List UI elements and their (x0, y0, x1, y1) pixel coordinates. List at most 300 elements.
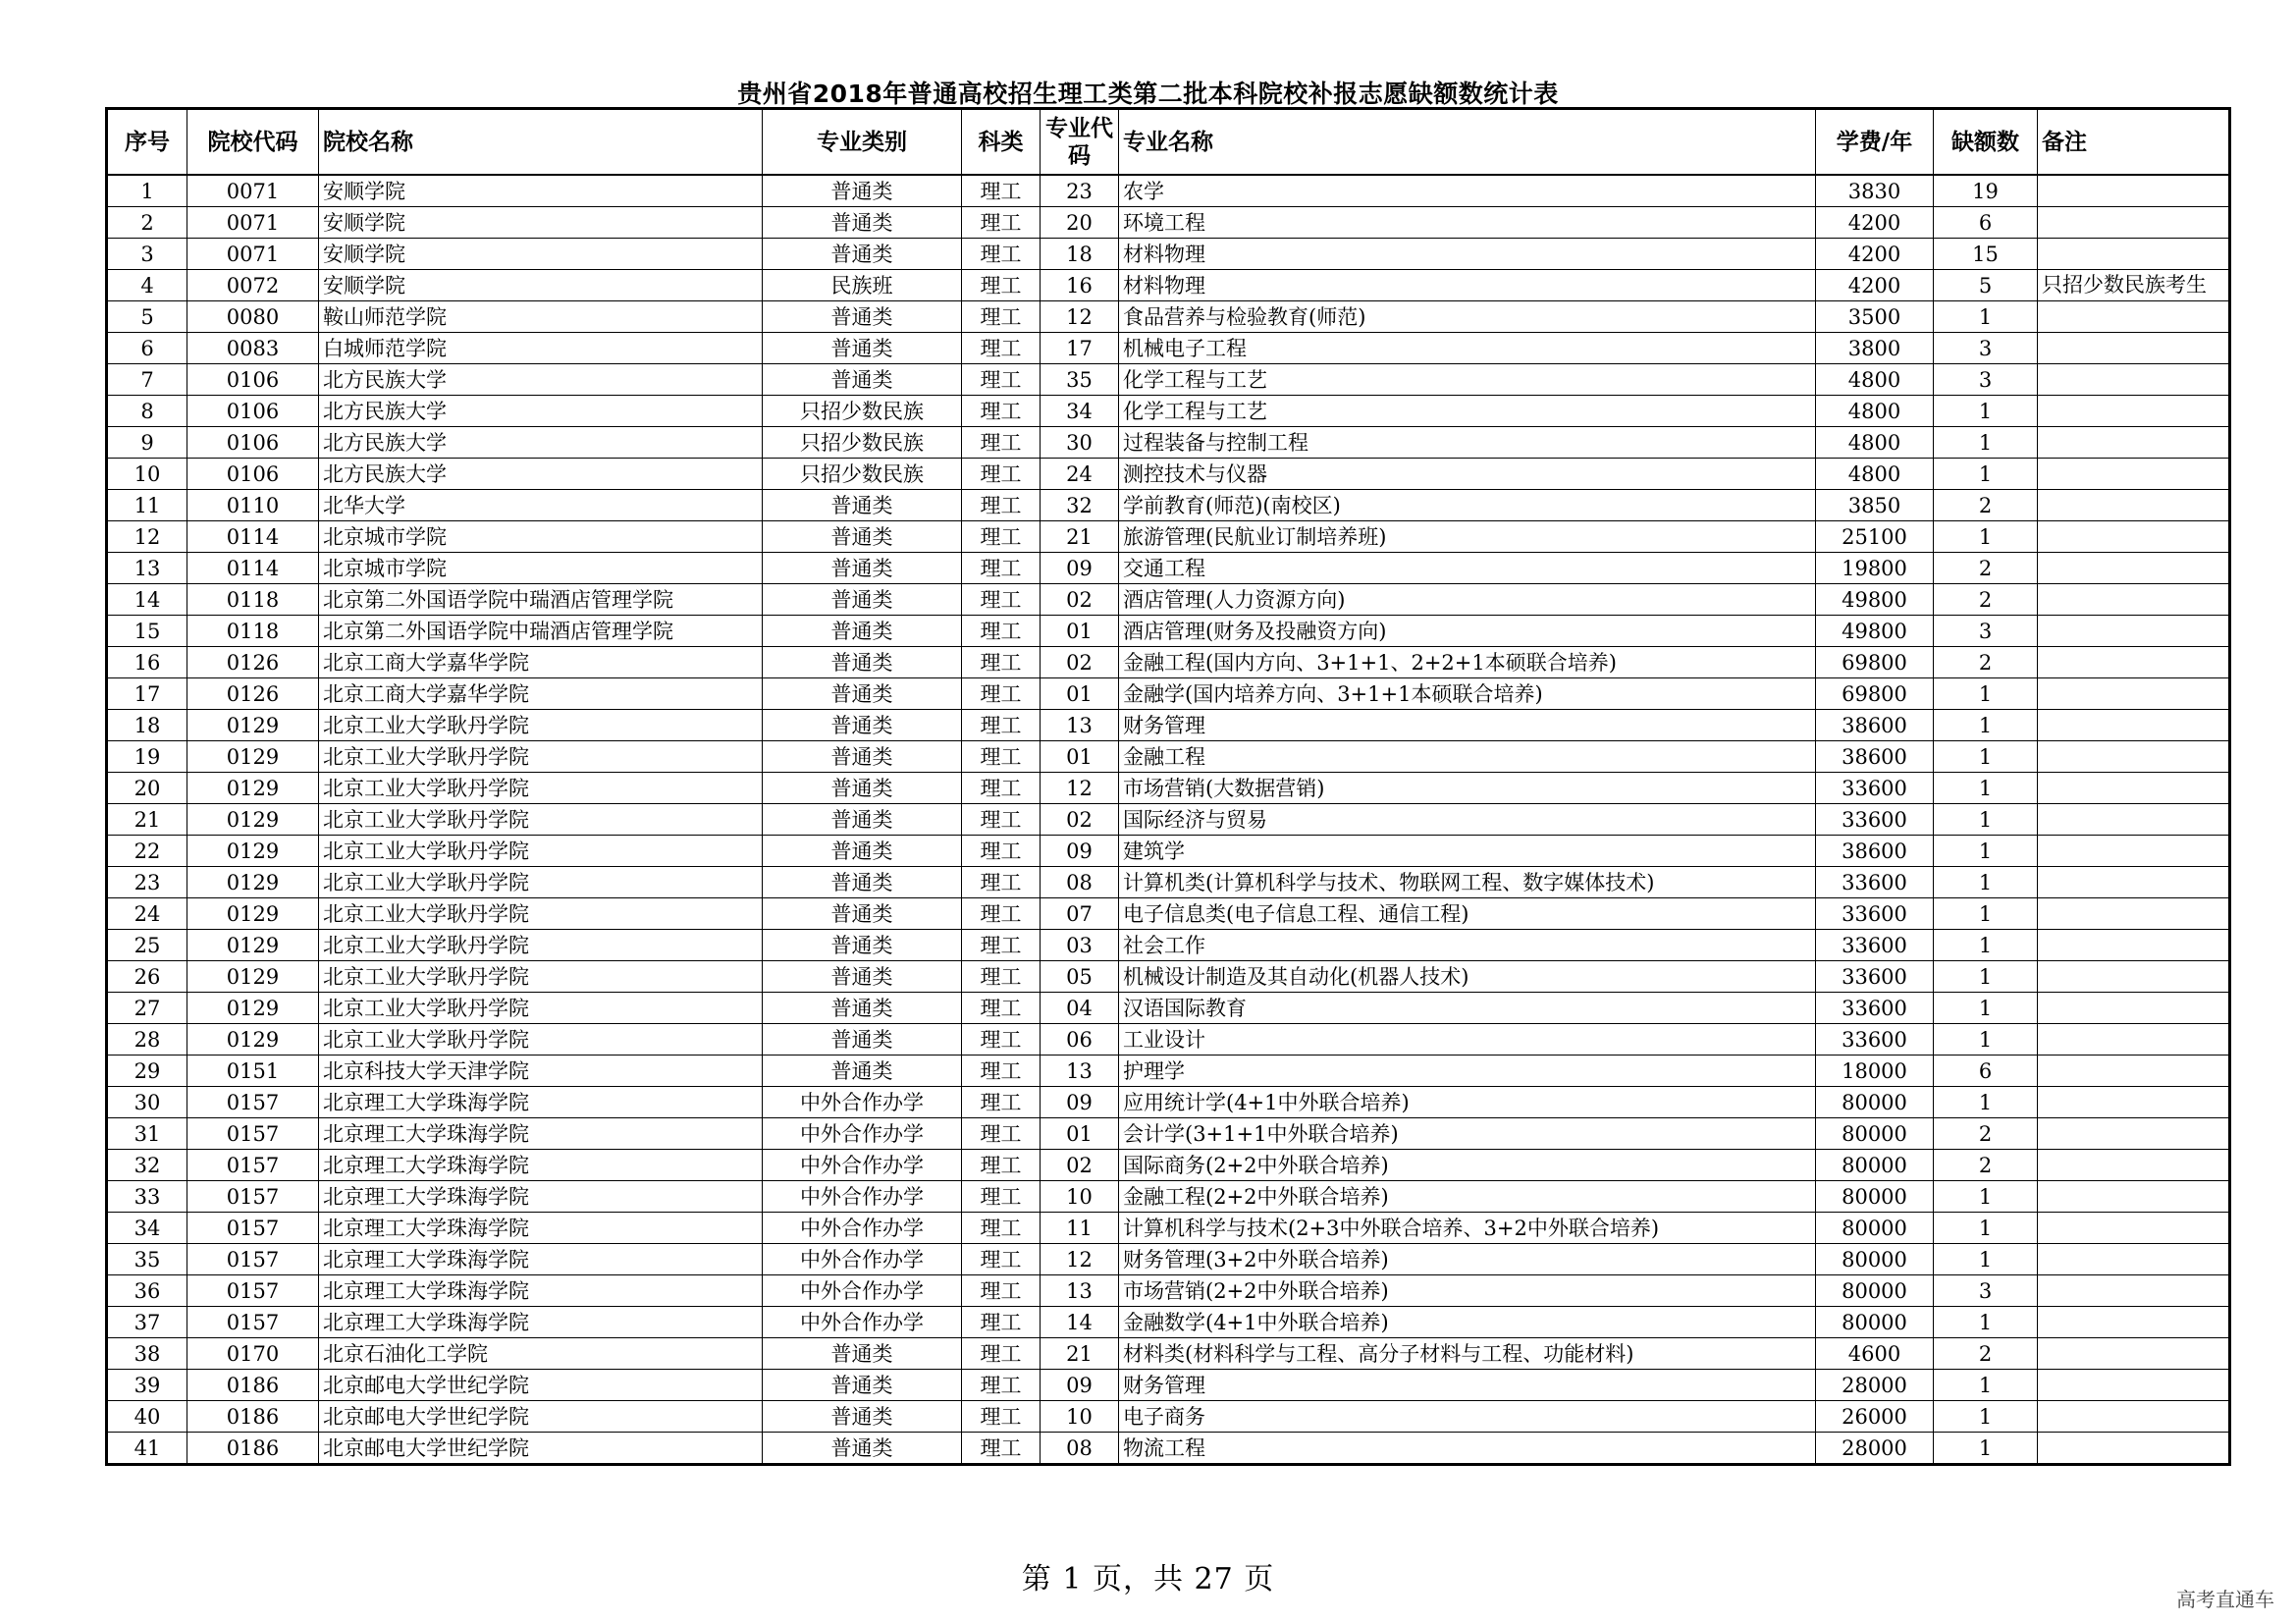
cell-category: 普通类 (763, 584, 962, 616)
cell-seq: 10 (107, 459, 187, 490)
cell-major-code: 01 (1041, 616, 1119, 647)
table-row (107, 521, 2230, 553)
cell-fee: 4800 (1816, 396, 1934, 427)
cell-fee: 4800 (1816, 427, 1934, 459)
cell-name: 北京工业大学耿丹学院 (319, 773, 763, 804)
cell-major-code: 08 (1041, 1433, 1119, 1465)
table-row (107, 1370, 2230, 1401)
cell-fee: 33600 (1816, 773, 1934, 804)
cell-major-name: 酒店管理(财务及投融资方向) (1119, 616, 1816, 647)
cell-code: 0071 (187, 175, 319, 207)
header-seq: 序号 (107, 109, 187, 176)
cell-code: 0118 (187, 616, 319, 647)
cell-subject: 理工 (962, 490, 1041, 521)
cell-seq: 13 (107, 553, 187, 584)
cell-vacancy: 1 (1934, 1213, 2038, 1244)
cell-vacancy: 1 (1934, 993, 2038, 1024)
cell-name: 北京工业大学耿丹学院 (319, 961, 763, 993)
cell-code: 0129 (187, 836, 319, 867)
cell-name: 安顺学院 (319, 175, 763, 207)
table-row (107, 396, 2230, 427)
cell-category: 普通类 (763, 364, 962, 396)
cell-vacancy: 6 (1934, 207, 2038, 239)
table-row (107, 867, 2230, 898)
table-row (107, 616, 2230, 647)
table-row (107, 898, 2230, 930)
table-row (107, 1307, 2230, 1338)
cell-code: 0106 (187, 459, 319, 490)
cell-major-code: 05 (1041, 961, 1119, 993)
cell-note (2038, 773, 2230, 804)
table-row (107, 207, 2230, 239)
cell-vacancy: 1 (1934, 1181, 2038, 1213)
cell-vacancy: 1 (1934, 521, 2038, 553)
table-row (107, 773, 2230, 804)
cell-major-name: 财务管理 (1119, 710, 1816, 741)
cell-vacancy: 15 (1934, 239, 2038, 270)
cell-fee: 4200 (1816, 239, 1934, 270)
cell-name: 北京理工大学珠海学院 (319, 1244, 763, 1275)
cell-vacancy: 1 (1934, 678, 2038, 710)
cell-subject: 理工 (962, 804, 1041, 836)
cell-fee: 49800 (1816, 584, 1934, 616)
cell-major-name: 过程装备与控制工程 (1119, 427, 1816, 459)
cell-major-code: 16 (1041, 270, 1119, 301)
cell-code: 0080 (187, 301, 319, 333)
cell-note (2038, 364, 2230, 396)
cell-code: 0129 (187, 804, 319, 836)
cell-vacancy: 3 (1934, 1275, 2038, 1307)
cell-major-code: 07 (1041, 898, 1119, 930)
cell-category: 普通类 (763, 1370, 962, 1401)
cell-fee: 18000 (1816, 1056, 1934, 1087)
cell-note (2038, 1150, 2230, 1181)
cell-subject: 理工 (962, 521, 1041, 553)
cell-seq: 26 (107, 961, 187, 993)
cell-vacancy: 19 (1934, 175, 2038, 207)
cell-subject: 理工 (962, 678, 1041, 710)
cell-fee: 4200 (1816, 207, 1934, 239)
header-fee: 学费/年 (1816, 109, 1934, 176)
cell-code: 0186 (187, 1401, 319, 1433)
cell-major-name: 机械电子工程 (1119, 333, 1816, 364)
cell-major-code: 17 (1041, 333, 1119, 364)
cell-code: 0157 (187, 1275, 319, 1307)
cell-major-name: 建筑学 (1119, 836, 1816, 867)
cell-seq: 14 (107, 584, 187, 616)
cell-major-name: 工业设计 (1119, 1024, 1816, 1056)
cell-fee: 80000 (1816, 1181, 1934, 1213)
cell-name: 北京城市学院 (319, 553, 763, 584)
cell-name: 安顺学院 (319, 207, 763, 239)
cell-major-name: 旅游管理(民航业订制培养班) (1119, 521, 1816, 553)
cell-major-code: 13 (1041, 1056, 1119, 1087)
table-row (107, 993, 2230, 1024)
cell-seq: 25 (107, 930, 187, 961)
cell-category: 普通类 (763, 175, 962, 207)
cell-fee: 80000 (1816, 1150, 1934, 1181)
cell-name: 北京理工大学珠海学院 (319, 1307, 763, 1338)
cell-seq: 6 (107, 333, 187, 364)
table-row (107, 1433, 2230, 1465)
cell-fee: 25100 (1816, 521, 1934, 553)
header-subject: 科类 (962, 109, 1041, 176)
cell-seq: 33 (107, 1181, 187, 1213)
cell-major-code: 09 (1041, 1087, 1119, 1118)
cell-name: 北京城市学院 (319, 521, 763, 553)
cell-seq: 41 (107, 1433, 187, 1465)
cell-note (2038, 678, 2230, 710)
cell-subject: 理工 (962, 898, 1041, 930)
cell-major-name: 物流工程 (1119, 1433, 1816, 1465)
header-name: 院校名称 (319, 109, 763, 176)
cell-major-code: 01 (1041, 741, 1119, 773)
cell-name: 北京工业大学耿丹学院 (319, 710, 763, 741)
cell-fee: 49800 (1816, 616, 1934, 647)
cell-vacancy: 1 (1934, 867, 2038, 898)
cell-subject: 理工 (962, 333, 1041, 364)
table-row (107, 961, 2230, 993)
cell-fee: 4600 (1816, 1338, 1934, 1370)
cell-category: 普通类 (763, 647, 962, 678)
cell-code: 0106 (187, 427, 319, 459)
cell-name: 北京石油化工学院 (319, 1338, 763, 1370)
table-row (107, 1181, 2230, 1213)
cell-name: 北方民族大学 (319, 427, 763, 459)
cell-major-code: 20 (1041, 207, 1119, 239)
cell-major-name: 市场营销(大数据营销) (1119, 773, 1816, 804)
cell-note (2038, 1401, 2230, 1433)
cell-category: 中外合作办学 (763, 1307, 962, 1338)
cell-major-code: 09 (1041, 1370, 1119, 1401)
cell-subject: 理工 (962, 270, 1041, 301)
cell-note (2038, 804, 2230, 836)
cell-note (2038, 741, 2230, 773)
cell-major-name: 化学工程与工艺 (1119, 396, 1816, 427)
cell-seq: 24 (107, 898, 187, 930)
cell-major-name: 社会工作 (1119, 930, 1816, 961)
cell-seq: 23 (107, 867, 187, 898)
cell-note (2038, 1338, 2230, 1370)
cell-subject: 理工 (962, 836, 1041, 867)
cell-fee: 19800 (1816, 553, 1934, 584)
table-row (107, 678, 2230, 710)
cell-category: 普通类 (763, 898, 962, 930)
cell-category: 普通类 (763, 301, 962, 333)
header-major-name: 专业名称 (1119, 109, 1816, 176)
cell-seq: 39 (107, 1370, 187, 1401)
cell-major-name: 化学工程与工艺 (1119, 364, 1816, 396)
cell-fee: 33600 (1816, 930, 1934, 961)
cell-note (2038, 1244, 2230, 1275)
cell-vacancy: 1 (1934, 459, 2038, 490)
cell-code: 0157 (187, 1150, 319, 1181)
cell-name: 北京理工大学珠海学院 (319, 1118, 763, 1150)
cell-vacancy: 1 (1934, 1024, 2038, 1056)
cell-major-name: 金融数学(4+1中外联合培养) (1119, 1307, 1816, 1338)
cell-major-name: 农学 (1119, 175, 1816, 207)
table-row (107, 1213, 2230, 1244)
cell-fee: 28000 (1816, 1433, 1934, 1465)
cell-major-code: 03 (1041, 930, 1119, 961)
cell-name: 北方民族大学 (319, 459, 763, 490)
cell-category: 普通类 (763, 1024, 962, 1056)
cell-fee: 4200 (1816, 270, 1934, 301)
cell-note (2038, 836, 2230, 867)
table-row (107, 333, 2230, 364)
cell-code: 0151 (187, 1056, 319, 1087)
vacancy-table (105, 107, 2231, 1466)
table-row (107, 1244, 2230, 1275)
cell-vacancy: 1 (1934, 427, 2038, 459)
cell-major-name: 计算机类(计算机科学与技术、物联网工程、数字媒体技术) (1119, 867, 1816, 898)
table-row (107, 1338, 2230, 1370)
cell-code: 0114 (187, 553, 319, 584)
cell-subject: 理工 (962, 364, 1041, 396)
cell-note (2038, 898, 2230, 930)
cell-name: 北京邮电大学世纪学院 (319, 1433, 763, 1465)
header-note: 备注 (2038, 109, 2230, 176)
cell-fee: 33600 (1816, 867, 1934, 898)
cell-vacancy: 1 (1934, 710, 2038, 741)
cell-code: 0157 (187, 1244, 319, 1275)
cell-code: 0071 (187, 239, 319, 270)
cell-vacancy: 1 (1934, 773, 2038, 804)
cell-subject: 理工 (962, 993, 1041, 1024)
cell-major-name: 国际商务(2+2中外联合培养) (1119, 1150, 1816, 1181)
cell-major-code: 01 (1041, 1118, 1119, 1150)
cell-vacancy: 1 (1934, 1370, 2038, 1401)
cell-fee: 3830 (1816, 175, 1934, 207)
cell-name: 北京工商大学嘉华学院 (319, 647, 763, 678)
cell-category: 普通类 (763, 710, 962, 741)
table-row (107, 1401, 2230, 1433)
cell-note (2038, 616, 2230, 647)
cell-subject: 理工 (962, 1433, 1041, 1465)
cell-subject: 理工 (962, 710, 1041, 741)
cell-code: 0114 (187, 521, 319, 553)
cell-note (2038, 1181, 2230, 1213)
cell-note (2038, 239, 2230, 270)
cell-vacancy: 1 (1934, 836, 2038, 867)
cell-vacancy: 1 (1934, 961, 2038, 993)
cell-name: 北京工业大学耿丹学院 (319, 1024, 763, 1056)
cell-seq: 15 (107, 616, 187, 647)
cell-subject: 理工 (962, 1024, 1041, 1056)
cell-seq: 29 (107, 1056, 187, 1087)
cell-major-name: 金融工程 (1119, 741, 1816, 773)
cell-seq: 3 (107, 239, 187, 270)
cell-category: 普通类 (763, 1401, 962, 1433)
table-row (107, 1275, 2230, 1307)
cell-subject: 理工 (962, 584, 1041, 616)
cell-seq: 8 (107, 396, 187, 427)
cell-subject: 理工 (962, 1275, 1041, 1307)
page-title: 贵州省2018年普通高校招生理工类第二批本科院校补报志愿缺额数统计表 (737, 80, 1559, 108)
cell-note (2038, 1307, 2230, 1338)
cell-vacancy: 3 (1934, 364, 2038, 396)
cell-seq: 38 (107, 1338, 187, 1370)
cell-fee: 80000 (1816, 1275, 1934, 1307)
cell-seq: 5 (107, 301, 187, 333)
cell-category: 普通类 (763, 333, 962, 364)
cell-major-name: 交通工程 (1119, 553, 1816, 584)
cell-note (2038, 333, 2230, 364)
cell-major-code: 21 (1041, 521, 1119, 553)
cell-major-code: 04 (1041, 993, 1119, 1024)
cell-major-code: 32 (1041, 490, 1119, 521)
cell-subject: 理工 (962, 553, 1041, 584)
cell-code: 0157 (187, 1118, 319, 1150)
table-row (107, 930, 2230, 961)
cell-seq: 1 (107, 175, 187, 207)
cell-seq: 18 (107, 710, 187, 741)
cell-note (2038, 301, 2230, 333)
cell-major-name: 金融工程(国内方向、3+1+1、2+2+1本硕联合培养) (1119, 647, 1816, 678)
cell-note (2038, 553, 2230, 584)
cell-note (2038, 1433, 2230, 1465)
cell-fee: 80000 (1816, 1244, 1934, 1275)
cell-subject: 理工 (962, 1307, 1041, 1338)
cell-code: 0186 (187, 1370, 319, 1401)
cell-major-name: 机械设计制造及其自动化(机器人技术) (1119, 961, 1816, 993)
table-row (107, 804, 2230, 836)
cell-name: 北华大学 (319, 490, 763, 521)
cell-vacancy: 2 (1934, 584, 2038, 616)
cell-fee: 3800 (1816, 333, 1934, 364)
cell-seq: 32 (107, 1150, 187, 1181)
cell-subject: 理工 (962, 741, 1041, 773)
cell-note (2038, 490, 2230, 521)
cell-fee: 80000 (1816, 1087, 1934, 1118)
table-row (107, 1087, 2230, 1118)
cell-seq: 17 (107, 678, 187, 710)
cell-seq: 9 (107, 427, 187, 459)
cell-major-code: 23 (1041, 175, 1119, 207)
cell-note (2038, 584, 2230, 616)
cell-code: 0126 (187, 678, 319, 710)
cell-code: 0106 (187, 364, 319, 396)
cell-code: 0129 (187, 1024, 319, 1056)
table-row (107, 741, 2230, 773)
cell-note (2038, 1370, 2230, 1401)
cell-category: 普通类 (763, 741, 962, 773)
cell-seq: 2 (107, 207, 187, 239)
cell-name: 安顺学院 (319, 239, 763, 270)
cell-major-code: 09 (1041, 836, 1119, 867)
cell-vacancy: 1 (1934, 1433, 2038, 1465)
cell-name: 安顺学院 (319, 270, 763, 301)
cell-category: 普通类 (763, 490, 962, 521)
cell-note (2038, 867, 2230, 898)
cell-note (2038, 1213, 2230, 1244)
cell-note (2038, 930, 2230, 961)
cell-category: 普通类 (763, 1433, 962, 1465)
cell-fee: 80000 (1816, 1307, 1934, 1338)
table-row (107, 1150, 2230, 1181)
cell-major-name: 国际经济与贸易 (1119, 804, 1816, 836)
cell-major-name: 电子商务 (1119, 1401, 1816, 1433)
cell-note (2038, 521, 2230, 553)
cell-seq: 22 (107, 836, 187, 867)
cell-code: 0083 (187, 333, 319, 364)
cell-category: 中外合作办学 (763, 1118, 962, 1150)
cell-category: 普通类 (763, 930, 962, 961)
cell-fee: 80000 (1816, 1213, 1934, 1244)
cell-vacancy: 2 (1934, 1118, 2038, 1150)
cell-major-name: 金融学(国内培养方向、3+1+1本硕联合培养) (1119, 678, 1816, 710)
cell-code: 0129 (187, 741, 319, 773)
cell-note (2038, 993, 2230, 1024)
cell-note (2038, 459, 2230, 490)
cell-fee: 26000 (1816, 1401, 1934, 1433)
cell-major-code: 02 (1041, 584, 1119, 616)
cell-name: 北京理工大学珠海学院 (319, 1150, 763, 1181)
cell-subject: 理工 (962, 647, 1041, 678)
cell-seq: 12 (107, 521, 187, 553)
page-footer: 第 1 页，共 27 页 (1021, 1562, 1275, 1597)
cell-category: 普通类 (763, 678, 962, 710)
cell-subject: 理工 (962, 616, 1041, 647)
cell-major-name: 财务管理 (1119, 1370, 1816, 1401)
cell-major-code: 34 (1041, 396, 1119, 427)
cell-subject: 理工 (962, 427, 1041, 459)
cell-subject: 理工 (962, 1118, 1041, 1150)
cell-major-name: 材料物理 (1119, 239, 1816, 270)
cell-major-name: 会计学(3+1+1中外联合培养) (1119, 1118, 1816, 1150)
cell-vacancy: 1 (1934, 1401, 2038, 1433)
cell-category: 普通类 (763, 239, 962, 270)
cell-code: 0157 (187, 1181, 319, 1213)
cell-subject: 理工 (962, 1338, 1041, 1370)
cell-name: 北京理工大学珠海学院 (319, 1087, 763, 1118)
cell-fee: 69800 (1816, 647, 1934, 678)
cell-major-name: 金融工程(2+2中外联合培养) (1119, 1181, 1816, 1213)
cell-major-code: 24 (1041, 459, 1119, 490)
cell-major-name: 学前教育(师范)(南校区) (1119, 490, 1816, 521)
cell-category: 只招少数民族 (763, 396, 962, 427)
cell-major-code: 30 (1041, 427, 1119, 459)
cell-code: 0186 (187, 1433, 319, 1465)
cell-vacancy: 1 (1934, 804, 2038, 836)
cell-name: 北方民族大学 (319, 364, 763, 396)
cell-code: 0118 (187, 584, 319, 616)
cell-category: 普通类 (763, 616, 962, 647)
cell-name: 北京科技大学天津学院 (319, 1056, 763, 1087)
cell-fee: 33600 (1816, 1024, 1934, 1056)
cell-category: 普通类 (763, 836, 962, 867)
cell-code: 0157 (187, 1087, 319, 1118)
cell-seq: 36 (107, 1275, 187, 1307)
cell-name: 北京第二外国语学院中瑞酒店管理学院 (319, 584, 763, 616)
cell-category: 普通类 (763, 1056, 962, 1087)
cell-seq: 16 (107, 647, 187, 678)
cell-name: 北京工业大学耿丹学院 (319, 867, 763, 898)
cell-note (2038, 647, 2230, 678)
cell-major-code: 35 (1041, 364, 1119, 396)
table-row (107, 427, 2230, 459)
cell-fee: 28000 (1816, 1370, 1934, 1401)
table-row (107, 584, 2230, 616)
cell-vacancy: 2 (1934, 647, 2038, 678)
cell-name: 北京工业大学耿丹学院 (319, 836, 763, 867)
cell-vacancy: 2 (1934, 1150, 2038, 1181)
cell-vacancy: 5 (1934, 270, 2038, 301)
cell-major-name: 市场营销(2+2中外联合培养) (1119, 1275, 1816, 1307)
cell-subject: 理工 (962, 1087, 1041, 1118)
cell-subject: 理工 (962, 1370, 1041, 1401)
table-row (107, 1056, 2230, 1087)
